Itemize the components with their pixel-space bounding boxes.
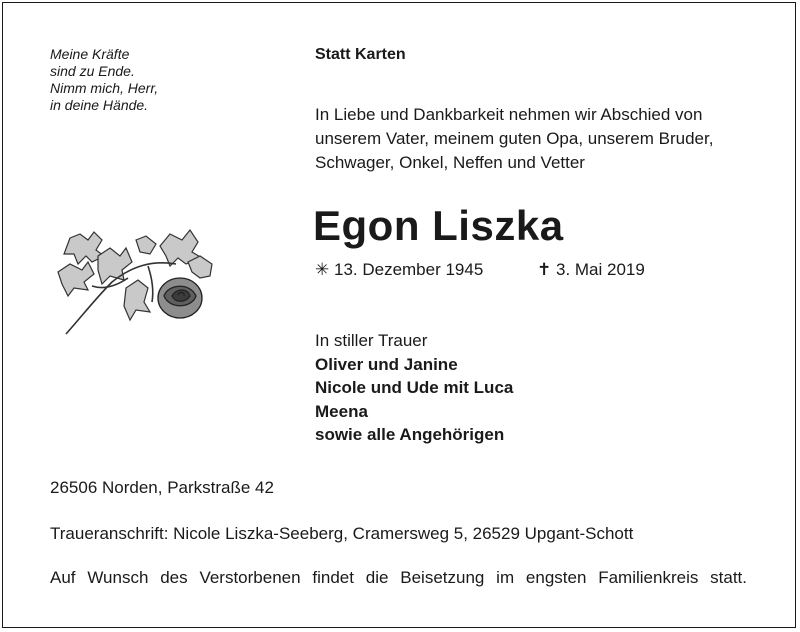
death-cross-icon: ✝ <box>537 260 552 279</box>
verse-line: sind zu Ende. <box>50 63 135 79</box>
mourner-name: Oliver und Janine <box>315 354 458 374</box>
mourner-name: Nicole und Ude mit Luca <box>315 378 514 397</box>
dates <box>315 260 645 280</box>
death-date <box>537 260 645 279</box>
birth-star-icon: ✳ <box>315 260 330 279</box>
verse <box>50 46 250 114</box>
intro-text <box>315 103 755 175</box>
intro-line: unserem Vater, meinem guten Opa, unserem Bruder, <box>315 129 714 148</box>
intro-line: In Liebe und Dankbarkeit nehmen wir Abschied von <box>315 105 703 124</box>
intro-line: Schwager, Onkel, Neffen und Vetter <box>315 153 585 172</box>
verse-line: in deine Hände. <box>50 97 149 113</box>
mourner-name: sowie alle Angehörigen <box>315 425 505 444</box>
mourners-lead: In stiller Trauer <box>315 331 428 350</box>
verse-line: Meine Kräfte <box>50 46 130 62</box>
birth-date-text: 13. Dezember 1945 <box>333 260 484 279</box>
mourner-name: Meena <box>315 401 368 421</box>
heading: Statt Karten <box>315 46 406 63</box>
mourning-address: Traueranschrift: Nicole Liszka-Seeberg, Cramersweg 5, 26529 Upgant-Schott <box>50 524 634 543</box>
death-date-text: 3. Mai 2019 <box>555 260 645 279</box>
mourners <box>315 329 513 447</box>
deceased-name: Egon Liszka <box>313 202 564 249</box>
birth-date <box>315 260 537 280</box>
rose-with-leaves-icon <box>52 226 222 341</box>
address: 26506 Norden, Parkstraße 42 <box>50 478 274 497</box>
verse-line: Nimm mich, Herr, <box>50 80 159 96</box>
burial-wish: Auf Wunsch des Verstorbenen findet die Beisetzung im engsten Familienkreis statt. <box>50 568 747 587</box>
